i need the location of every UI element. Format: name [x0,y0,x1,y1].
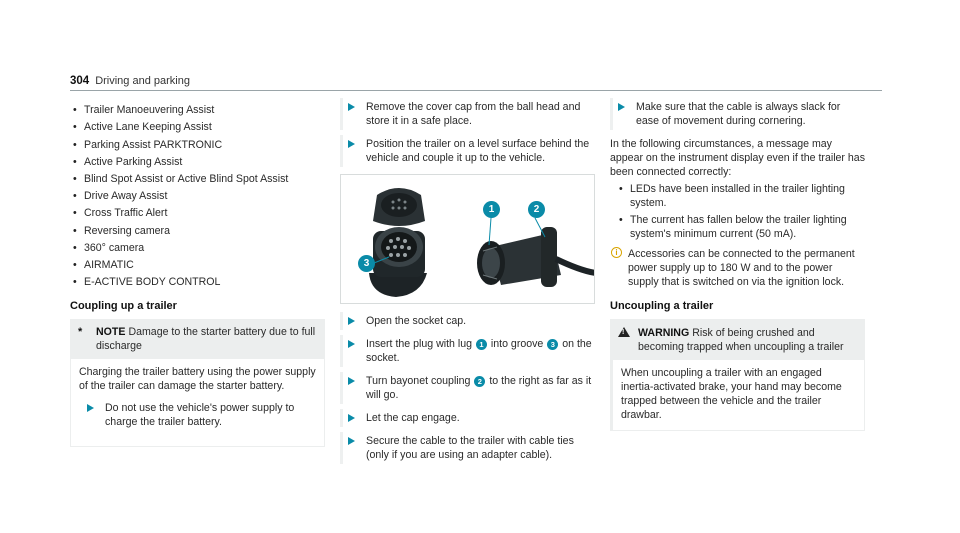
note-body [70,359,325,447]
step-arrow-icon [348,140,355,148]
list-item: • AIRMATIC [70,258,325,272]
list-item: • Trailer Manoeuvering Assist [70,103,325,117]
note-keyword: NOTE [96,326,126,339]
note-step [79,401,316,429]
list-item: • LEDs have been installed in the trailer lighting system. [616,182,865,210]
step-text: Do not use the vehicle's power supply to charge the trailer battery. [105,402,295,429]
warning-triangle-icon [618,327,630,337]
note-header [70,319,325,359]
step-stripe [340,409,343,427]
step-arrow-icon [348,377,355,385]
step-text-part: Insert the plug with lug [366,338,472,350]
step-arrow-icon [348,414,355,422]
step-arrow-icon [87,404,94,412]
step-text-part: on the socket. [366,338,592,364]
note-title: Damage to the starter battery due to full discharge [96,326,316,353]
section-heading-uncoupling: Uncoupling a trailer [610,300,714,313]
step-stripe [340,432,343,464]
step-arrow-icon [348,437,355,445]
list-item: • Cross Traffic Alert [70,206,325,220]
circumstances-list [616,182,865,241]
step-position-trailer [340,137,595,165]
page-number: 304 [70,75,90,87]
header-divider [70,90,882,91]
list-item: • Active Parking Assist [70,155,325,169]
trailer-socket-figure [340,174,595,304]
warning-header [610,319,865,360]
callout-2-badge: 2 [474,376,485,387]
column-left [70,100,325,447]
step-arrow-icon [348,340,355,348]
list-item: • E-ACTIVE BODY CONTROL [70,275,325,289]
step-text-part: into groove [490,338,544,350]
list-item: • The current has fallen below the trailer lighting system's minimum current (50 mA). [616,213,865,241]
note-text: Charging the trailer battery using the power supply of the trailer can damage the starter battery. [79,366,316,393]
step-text-part: Turn bayonet coupling [366,375,471,387]
step-text: Open the socket cap. [366,315,467,327]
warning-text: When uncoupling a trailer with an engaged inertia-activated brake, your hand may become trapped between the vehicle and the trailer drawbar. [621,367,842,422]
info-note [610,247,865,289]
callout-1-badge: 1 [483,201,500,218]
step-text: Remove the cover cap from the ball head and store it in a safe place. [366,101,581,127]
step-arrow-icon [348,317,355,325]
step-stripe [610,98,613,130]
step-text: Secure the cable to the trailer with cable ties (only if you are using an adapter cable). [366,435,574,461]
callout-2-badge: 2 [528,201,545,218]
step-text: Position the trailer on a level surface behind the vehicle and couple it up to the vehicle. [366,138,590,164]
socket-illustration [341,175,595,304]
step-arrow-icon [618,103,625,111]
step-secure-cable [340,434,595,462]
section-title: Driving and parking [95,75,190,87]
info-text: Accessories can be connected to the permanent power supply up to 180 W and to the power supply that is switched on via the ignition lock. [628,248,855,289]
list-item: • Blind Spot Assist or Active Blind Spot Assist [70,172,325,186]
step-text: Let the cap engage. [366,412,460,424]
step-arrow-icon [348,103,355,111]
step-insert-plug [340,337,595,365]
step-stripe [340,312,343,330]
step-text: Make sure that the cable is always slack for ease of movement during cornering. [636,101,841,127]
note-symbol-icon: * [78,326,83,339]
warning-body [610,360,865,431]
list-item: • Drive Away Assist [70,189,325,203]
step-turn-coupling [340,374,595,402]
callout-3-badge: 3 [547,339,558,350]
list-item: • Reversing camera [70,224,325,238]
step-text-part: to the right as far as it will go. [366,375,592,401]
step-engage-cap [340,411,595,425]
callout-1-badge: 1 [476,339,487,350]
page-header [70,74,190,88]
step-cable-slack [610,100,865,128]
callout-3-badge: 3 [358,255,375,272]
info-icon: i [611,247,622,258]
step-stripe [340,372,343,404]
step-stripe [340,335,343,367]
warning-title: Risk of being crushed and becoming trapped when uncoupling a trailer [638,327,844,354]
step-remove-cap [340,100,595,128]
list-item: • Parking Assist PARKTRONIC [70,138,325,152]
warning-keyword: WARNING [638,327,690,340]
section-heading-coupling: Coupling up a trailer [70,300,177,313]
step-stripe [340,98,343,130]
list-item: • 360° camera [70,241,325,255]
circumstances-paragraph: In the following circumstances, a message may appear on the instrument display even if the trailer has been connected correctly: [610,138,865,178]
step-open-cap [340,314,595,328]
column-right [610,100,865,431]
step-stripe [340,135,343,167]
assist-systems-list [70,103,325,289]
list-item: • Active Lane Keeping Assist [70,120,325,134]
column-middle [340,100,595,471]
